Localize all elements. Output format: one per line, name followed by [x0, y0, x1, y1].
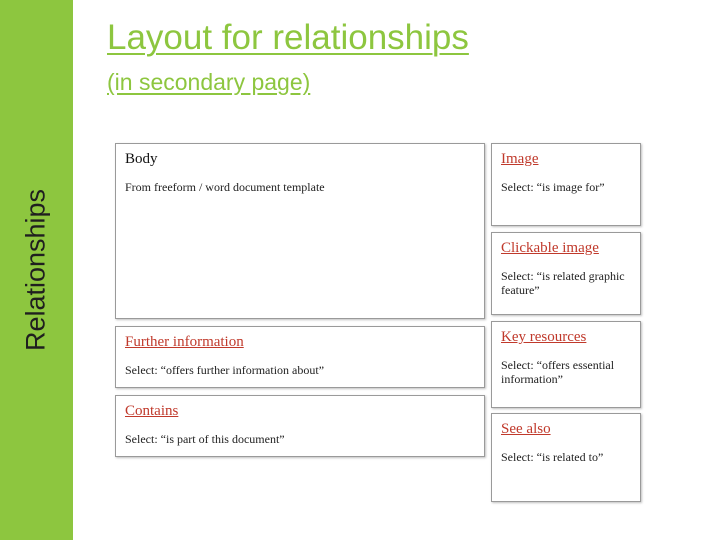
- clickable-image-box: [491, 232, 641, 315]
- key-resources-description: Select: “offers essential information”: [501, 358, 615, 386]
- further-information-description: Select: “offers further information about”: [125, 363, 325, 377]
- image-box: [491, 143, 641, 226]
- page-title: Layout for relationships: [107, 18, 469, 57]
- contains-link[interactable]: Contains: [125, 403, 179, 419]
- image-link[interactable]: Image: [501, 151, 539, 167]
- body-description: From freeform / word document template: [125, 180, 325, 194]
- contains-box: [115, 395, 485, 457]
- key-resources-box: [491, 321, 641, 408]
- body-heading: Body: [125, 151, 158, 167]
- body-box: [115, 143, 485, 319]
- side-bar: [0, 0, 73, 540]
- see-also-box: [491, 413, 641, 502]
- page-subtitle: (in secondary page): [107, 69, 311, 95]
- side-label: Relationships: [20, 188, 51, 352]
- see-also-link[interactable]: See also: [501, 421, 551, 437]
- further-information-box: [115, 326, 485, 388]
- further-information-link[interactable]: Further information: [125, 334, 244, 350]
- image-description: Select: “is image for”: [501, 180, 605, 194]
- key-resources-link[interactable]: Key resources: [501, 329, 587, 345]
- clickable-image-description: Select: “is related graphic feature”: [501, 269, 625, 297]
- see-also-description: Select: “is related to”: [501, 450, 604, 464]
- contains-description: Select: “is part of this document”: [125, 432, 285, 446]
- clickable-image-link[interactable]: Clickable image: [501, 240, 599, 256]
